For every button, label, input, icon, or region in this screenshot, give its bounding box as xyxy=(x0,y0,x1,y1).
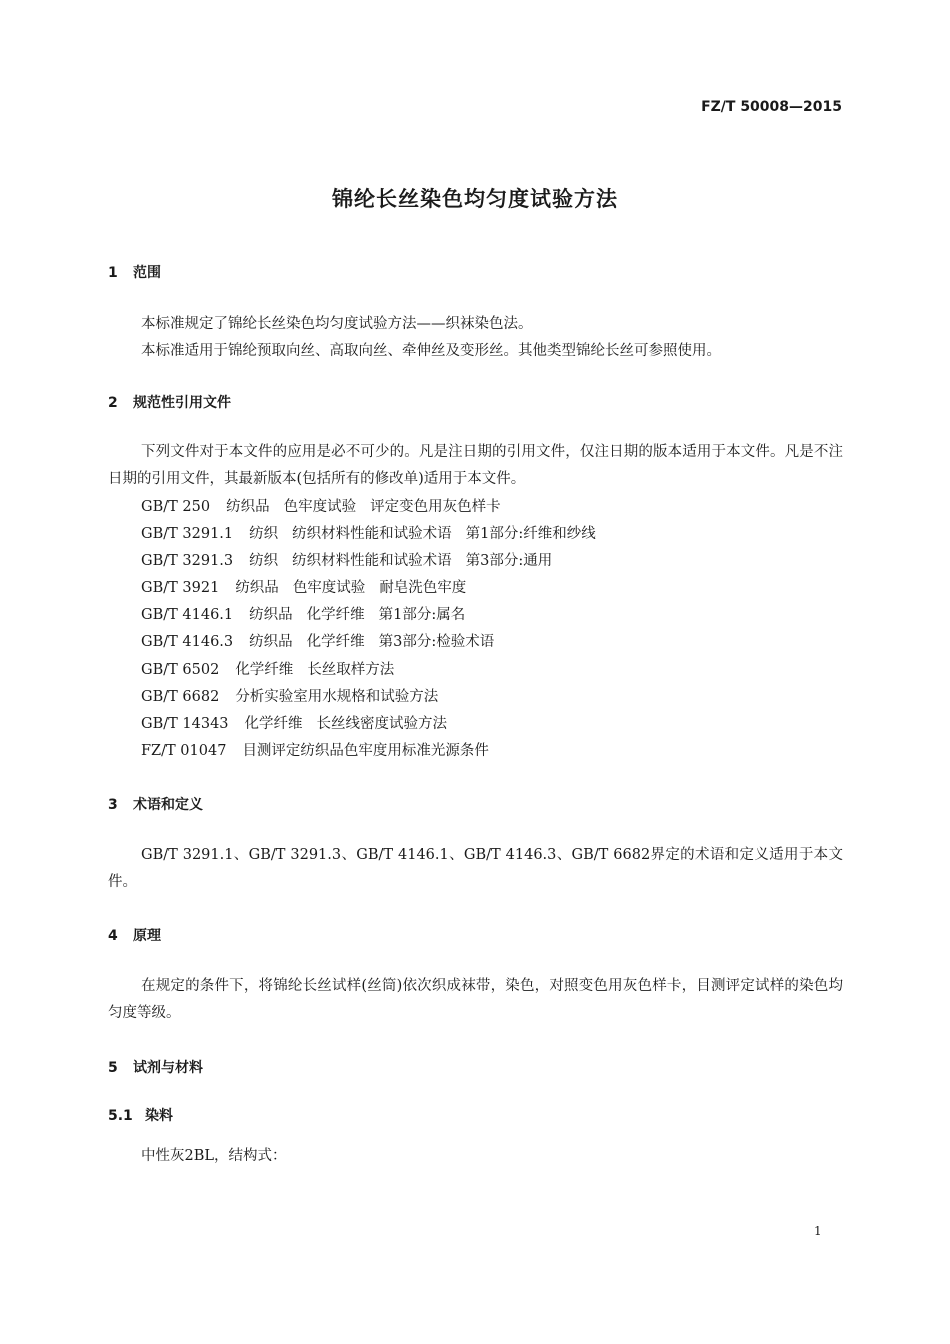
page-number: 1 xyxy=(814,1224,822,1238)
reference-item xyxy=(141,521,610,548)
standard-id: FZ/T 50008—2015 xyxy=(701,99,842,115)
reference-code: GB/T 3291.3 xyxy=(141,553,234,570)
reference-item xyxy=(141,602,610,629)
scope-paragraph-2: 本标准适用于锦纶预取向丝、高取向丝、牵伸丝及变形丝。其他类型锦纶长丝可参照使用。 xyxy=(141,343,721,359)
reference-code: GB/T 6682 xyxy=(141,688,220,705)
reference-title-part: 纺织品 xyxy=(249,634,293,651)
reference-item xyxy=(141,548,610,575)
reference-title-part: 纺织品 xyxy=(226,499,270,515)
references-intro: 下列文件对于本文件的应用是必不可少的。凡是注日期的引用文件，仅注日期的版本适用于本文件。凡是不注日期的引用文件，其最新版本(包括所有的修改单)适用于本文件。 xyxy=(108,444,843,487)
reference-item xyxy=(141,711,610,738)
reference-code: GB/T 250 xyxy=(141,499,211,515)
reference-code: GB/T 3291.1 xyxy=(141,526,234,543)
reference-title-part: 色牢度试验 xyxy=(292,580,366,597)
reference-code: GB/T 6502 xyxy=(141,661,220,678)
reference-title-part: 化学纤维 xyxy=(306,607,365,624)
section-title: 术语和定义 xyxy=(133,797,203,813)
reference-title-part: 评定变色用灰色样卡 xyxy=(370,499,501,515)
reference-item xyxy=(141,657,610,684)
reference-title-part: 化学纤维 xyxy=(244,715,303,732)
reference-code: FZ/T 01047 xyxy=(141,742,227,759)
reference-item xyxy=(141,738,610,765)
reference-title-part: 耐皂洗色牢度 xyxy=(379,580,467,597)
reference-code: GB/T 3921 xyxy=(141,580,220,597)
scope-paragraph-1: 本标准规定了锦纶长丝染色均匀度试验方法——织袜染色法。 xyxy=(141,316,533,332)
section-number: 5.1 xyxy=(108,1108,133,1124)
reference-code: GB/T 14343 xyxy=(141,715,229,732)
reference-title-part: 化学纤维 xyxy=(235,661,294,678)
section-title: 原理 xyxy=(133,928,161,944)
reference-title-part: 色牢度试验 xyxy=(283,499,357,515)
reference-item xyxy=(141,575,610,602)
reference-title-part: 分析实验室用水规格和试验方法 xyxy=(235,688,439,705)
section-title: 范围 xyxy=(133,265,161,281)
terms-paragraph: GB/T 3291.1、GB/T 3291.3、GB/T 4146.1、GB/T 4146.3、GB/T 6682界定的术语和定义适用于本文件。 xyxy=(108,847,843,890)
reference-title-part: 第3部分:检验术语 xyxy=(378,634,495,651)
dye-description: 中性灰2BL，结构式： xyxy=(141,1148,287,1164)
section-number: 5 xyxy=(108,1060,118,1076)
reference-title-part: 纺织材料性能和试验术语 xyxy=(292,553,452,570)
reference-title-part: 目测评定纺织品色牢度用标准光源条件 xyxy=(242,742,489,759)
reference-title-part: 纺织材料性能和试验术语 xyxy=(292,526,452,543)
principle-paragraph: 在规定的条件下，将锦纶长丝试样(丝筒)依次织成袜带，染色，对照变色用灰色样卡，目测评定试样的染色均匀度等级。 xyxy=(108,978,843,1021)
section-2-heading xyxy=(108,392,231,412)
reference-title-part: 纺织品 xyxy=(249,607,293,624)
reference-title-part: 第1部分:属名 xyxy=(378,607,466,624)
reference-title-part: 化学纤维 xyxy=(306,634,365,651)
reference-item xyxy=(141,494,610,521)
section-number: 4 xyxy=(108,928,118,944)
section-number: 3 xyxy=(108,797,118,813)
section-title: 试剂与材料 xyxy=(133,1060,203,1076)
section-5-1-heading xyxy=(108,1105,173,1125)
reference-item xyxy=(141,684,610,711)
reference-code: GB/T 4146.1 xyxy=(141,607,234,624)
reference-title-part: 纺织 xyxy=(249,526,279,543)
section-4-heading xyxy=(108,925,161,945)
section-1-heading xyxy=(108,262,161,282)
reference-list xyxy=(141,494,610,765)
section-5-heading xyxy=(108,1057,203,1077)
reference-item xyxy=(141,629,610,656)
section-title: 规范性引用文件 xyxy=(133,395,231,411)
reference-title-part: 纺织品 xyxy=(235,580,279,597)
reference-title-part: 纺织 xyxy=(249,553,279,570)
document-title: 锦纶长丝染色均匀度试验方法 xyxy=(332,187,618,211)
reference-title-part: 第3部分:通用 xyxy=(465,553,553,570)
reference-title-part: 第1部分:纤维和纱线 xyxy=(465,526,596,543)
section-number: 1 xyxy=(108,265,118,281)
section-title: 染料 xyxy=(145,1108,173,1124)
reference-title-part: 长丝线密度试验方法 xyxy=(316,715,448,732)
reference-code: GB/T 4146.3 xyxy=(141,634,234,651)
section-3-heading xyxy=(108,794,203,814)
section-number: 2 xyxy=(108,395,118,411)
reference-title-part: 长丝取样方法 xyxy=(307,661,395,678)
